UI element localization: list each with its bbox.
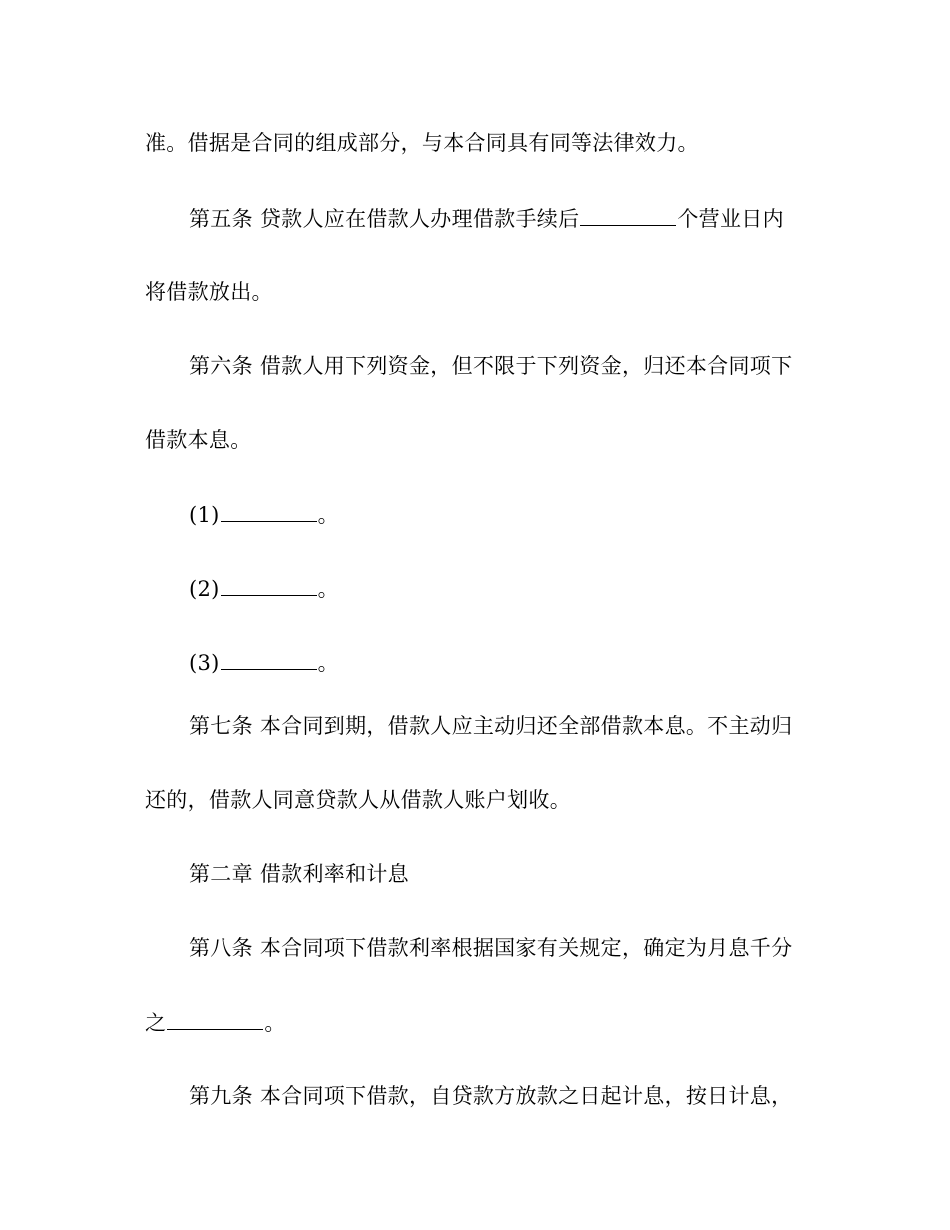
chapter-heading [189, 860, 409, 888]
paragraph-line [145, 1008, 286, 1036]
fill-in-blank[interactable] [221, 648, 317, 670]
article-5-line [189, 204, 784, 232]
fill-in-blank[interactable] [167, 1008, 263, 1030]
fill-in-blank[interactable] [221, 574, 317, 596]
article-6-line [189, 352, 792, 380]
line-text: 第九条 本合同项下借款，自贷款方放款之日起计息，按日计息， [189, 1084, 793, 1108]
line-text: 将借款放出。 [145, 280, 273, 304]
paragraph-line [145, 426, 252, 454]
list-item-3 [189, 648, 339, 676]
fill-in-blank[interactable] [221, 500, 317, 522]
list-item-1 [189, 500, 339, 528]
article-7-line [189, 712, 792, 740]
paragraph-line [145, 278, 273, 306]
line-text: 第八条 本合同项下借款利率根据国家有关规定，确定为月息千分 [189, 936, 793, 960]
paragraph-line [145, 786, 571, 814]
list-marker: (2) [189, 577, 220, 601]
chapter-title: 第二章 借款利率和计息 [189, 862, 409, 886]
line-text: 。 [317, 577, 339, 601]
fill-in-blank[interactable] [580, 204, 676, 226]
line-text: 。 [264, 1011, 286, 1035]
line-text: 准。借据是合同的组成部分，与本合同具有同等法律效力。 [145, 131, 699, 155]
paragraph-line [145, 129, 699, 157]
line-text: 。 [317, 503, 339, 527]
line-text: 第七条 本合同到期，借款人应主动归还全部借款本息。不主动归 [189, 714, 793, 738]
line-text: 借款本息。 [145, 428, 252, 452]
list-marker: (3) [189, 651, 220, 675]
article-8-line [189, 934, 792, 962]
list-item-2 [189, 574, 339, 602]
line-text: 第六条 借款人用下列资金，但不限于下列资金，归还本合同项下 [189, 354, 793, 378]
list-marker: (1) [189, 503, 220, 527]
line-text: 第五条 贷款人应在借款人办理借款手续后 [189, 207, 580, 231]
line-text: 还的，借款人同意贷款人从借款人账户划收。 [145, 788, 571, 812]
line-text: 之 [145, 1011, 167, 1035]
line-text: 。 [317, 651, 339, 675]
article-9-line [189, 1082, 792, 1110]
line-text: 个营业日内 [677, 207, 784, 231]
